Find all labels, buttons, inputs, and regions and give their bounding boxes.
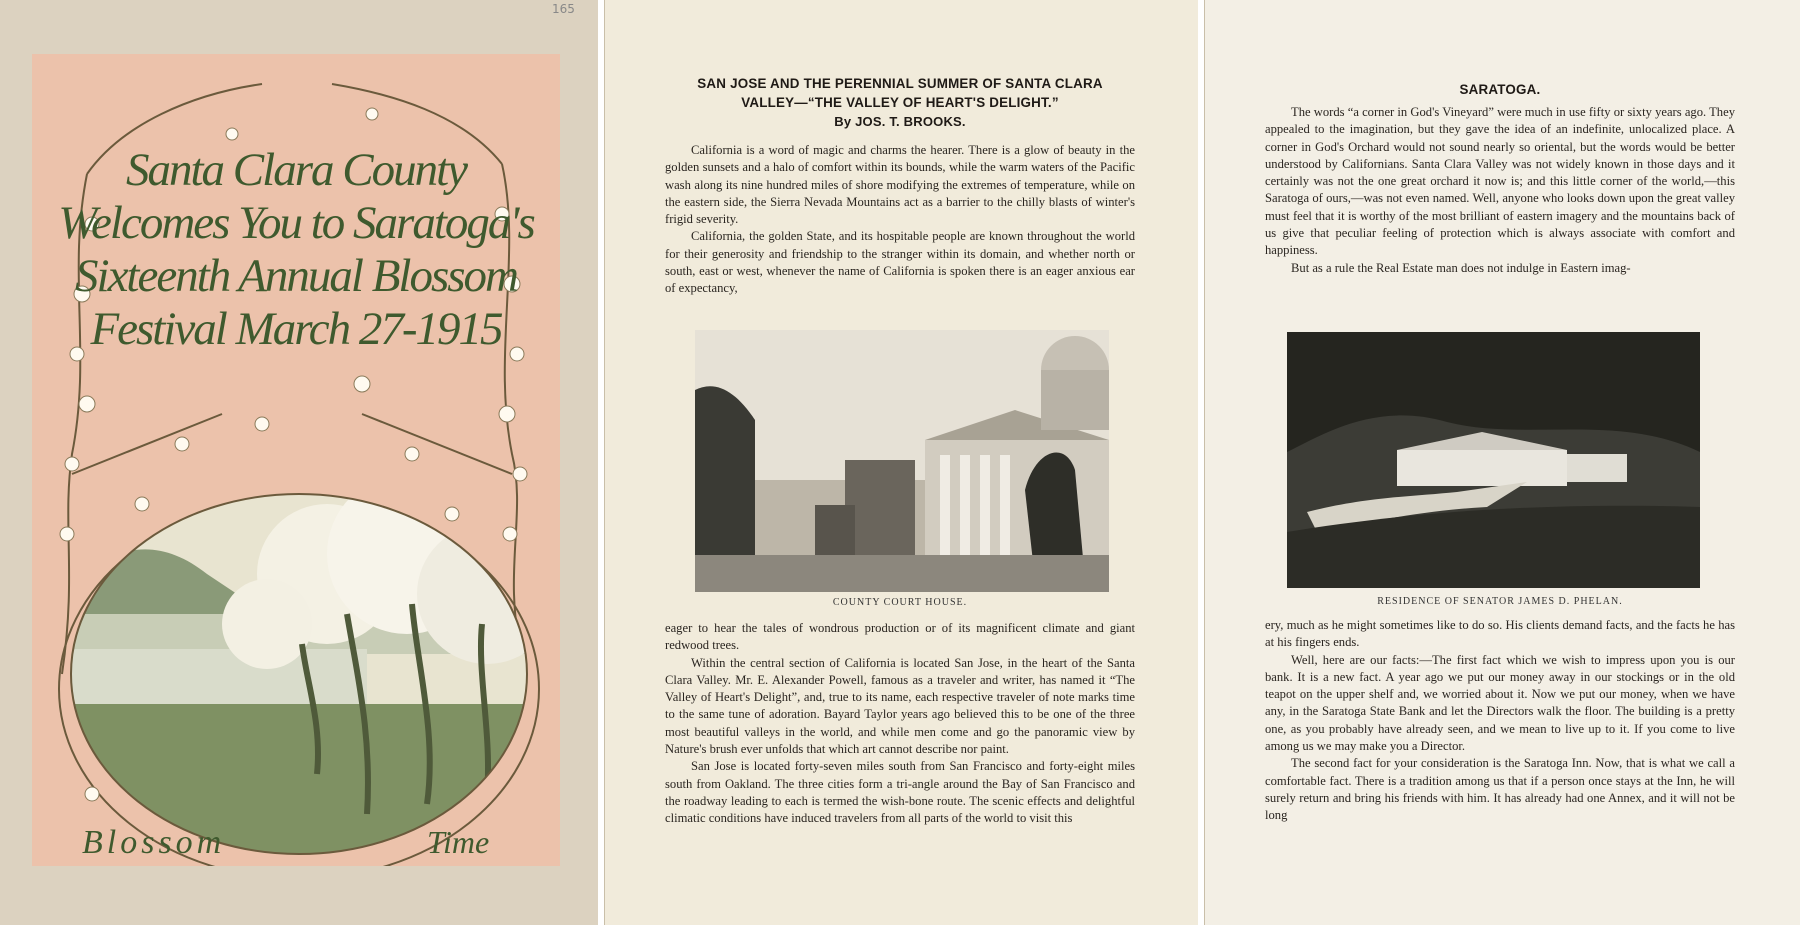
phelan-residence-photo [1287, 332, 1700, 588]
pencil-note: 165 [552, 2, 575, 16]
cover-panel [32, 54, 560, 866]
paragraph: eager to hear the tales of wondrous production or of its magnificent climate and giant redwood trees. [665, 621, 1135, 653]
paragraph: California, the golden State, and its hospitable people are known throughout the world for their generosity and friendship to the stranger within its domain, and whether north or south, east or west, whenever the name of California is spoken there is an eager anxious ear of expectancy, [665, 229, 1135, 296]
article-heading: SARATOGA. [1459, 82, 1541, 97]
page-saratoga [1204, 0, 1800, 925]
paragraph: California is a word of magic and charms the hearer. There is a glow of beauty in the golden sunsets and a halo of comfort within its bounds, while the warm waters of the Pacific wash along its nine hundred miles of shore modifying the extremes of temperature, while on the eastern side, the Sierra Nevada Mountains act as a barrier to the chilly blasts of winter's frigid severity. [665, 143, 1135, 227]
heading-line: SAN JOSE AND THE PERENNIAL SUMMER OF SANTA CLARA [697, 76, 1103, 91]
orchard-lake-photo [67, 484, 532, 859]
paragraph: The words “a corner in God's Vineyard” were much in use fifty or sixty years ago. They appealed to the imagination, but they gave the idea of an indefinite, unlocalized place. A corner in God's Orchard would not sound nearly so oriental, but the words would be better understood by Californians. Santa Clara Valley was not widely known in those days and it certainly was not the one great orchard it now is; and this little corner of the world,—this Saratoga of ours,—was not even named. Well, anyone who looks down upon the great valley must feel that it is worthy of the most brilliant of eastern imagery and the mountains back of us give that peculiar feeling of protection which is always associate with comfort and happiness. [1265, 105, 1735, 258]
photo-caption: RESIDENCE OF SENATOR JAMES D. PHELAN. [1377, 596, 1623, 607]
paragraph: Within the central section of California is located San Jose, in the heart of the Santa Clara Valley. Mr. E. Alexander Powell, famous as a traveler and writer, has named it “The Valley of Heart's Delight”, and, true to its name, each respective traveler of note marks time to the same tune of adoration. Bayard Taylor years ago believed this to be one of the three most beautiful valleys in the world, and while men come and go the panoramic view by Nature's brush ever unfolds that which art cannot describe nor paint. [665, 655, 1135, 757]
cover-caption-right: Time [427, 824, 490, 860]
article-heading [665, 74, 1135, 131]
court-house-photo [695, 330, 1109, 592]
paragraph: The second fact for your consideration is the Saratoga Inn. Now, that is what we call a comfortable fact. There is a tradition among us that if a person once stays at the Inn, he will surely return and bring his friends with him. It has already had one Annex, and it will not be long [1265, 756, 1735, 823]
cover-title-line: Welcomes You to Saratoga's [58, 197, 534, 249]
cover-title [32, 144, 560, 356]
page-san-jose [604, 0, 1198, 925]
heading-line: VALLEY—“THE VALLEY OF HEART'S DELIGHT.” [741, 95, 1059, 110]
article-text-top [665, 142, 1135, 298]
cover-title-line: Sixteenth Annual Blossom [75, 250, 517, 302]
paragraph: But as a rule the Real Estate man does not indulge in Eastern imag- [1291, 260, 1631, 275]
photo-caption: COUNTY COURT HOUSE. [832, 597, 968, 608]
article-text-bottom [665, 620, 1135, 828]
cover-title-line: Festival March 27-1915 [90, 303, 502, 355]
paragraph: San Jose is located forty-seven miles south from San Francisco and forty-eight miles south from Oakland. The three cities form a tri-angle around the Bay of San Francisco and the roadway leading to each is termed the wish-bone route. The scenic effects and delightful climatic conditions have induced travelers from all parts of the world to visit this [665, 759, 1135, 826]
article-text-bottom [1265, 617, 1735, 825]
byline: By JOS. T. BROOKS. [834, 114, 966, 129]
cover-title-line: Santa Clara County [125, 144, 467, 196]
paragraph: Well, here are our facts:—The first fact which we wish to impress upon you is our bank. It is a new fact. A year ago we put our money away in our stockings or in the old teapot on the upper shelf and, we worried about it. Now we put our money, when we have any, in the Saratoga State Bank and let the Directors walk the floor. The building is a pretty one, as you probably have already seen, and we mean to live up to it. If you come to live among us we may make you a Director. [1265, 652, 1735, 754]
article-text-top [1265, 104, 1735, 277]
brochure-cover [0, 0, 598, 925]
cover-caption-left: Blossom [82, 824, 226, 861]
paragraph: ery, much as he might sometimes like to do so. His clients demand facts, and the facts he has at his fingers ends. [1265, 618, 1735, 650]
